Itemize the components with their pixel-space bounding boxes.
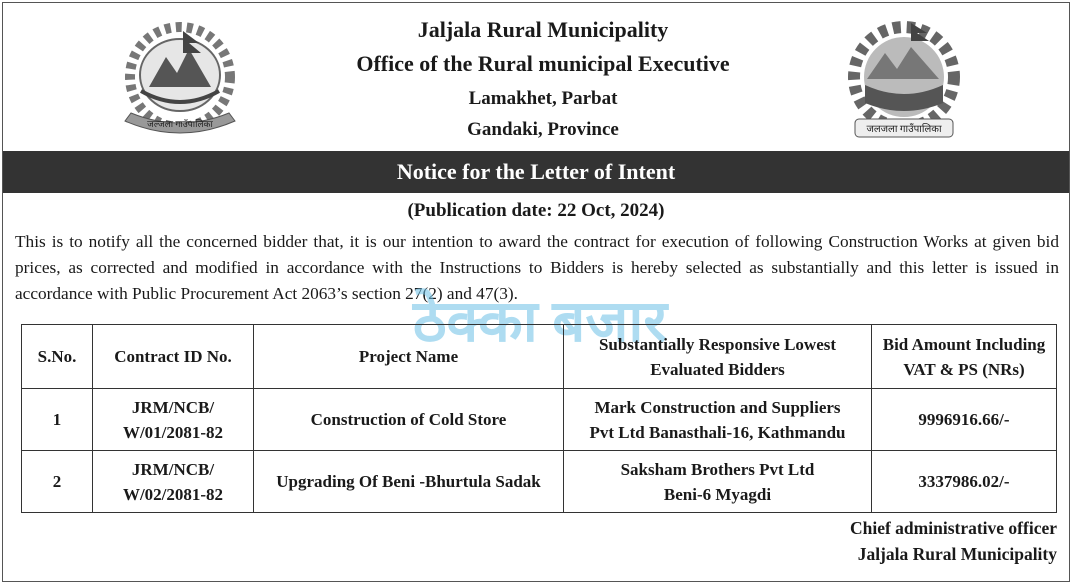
table-row (22, 389, 1057, 451)
left-emblem-text: जल्जला गाउँपालिका (147, 119, 213, 129)
bid-table (21, 324, 1057, 513)
letterhead (3, 3, 1069, 151)
header-bidders: Substantially Responsive Lowest Evaluated Bidders (564, 325, 872, 389)
notice-title-bar: Notice for the Letter of Intent (3, 151, 1069, 193)
office-name: Office of the Rural municipal Executive (356, 51, 730, 76)
signatory-title: Chief administrative officer (849, 518, 1057, 538)
header-project-name: Project Name (254, 325, 564, 389)
signatory-organization: Jaljala Rural Municipality (857, 544, 1057, 564)
nepal-government-emblem-icon (111, 17, 249, 143)
notice-page (2, 2, 1070, 582)
watermark-text: ठेक्का बजार (412, 289, 668, 354)
row-contract-id: JRM/NCB/ W/02/2081-82 (93, 451, 254, 513)
header-contract-id: Contract ID No. (93, 325, 254, 389)
row-bidder: Mark Construction and Suppliers Pvt Ltd Banasthali-16, Kathmandu (564, 389, 872, 451)
row-bidder: Saksham Brothers Pvt Ltd Beni-6 Myagdi (564, 451, 872, 513)
row-sno: 2 (22, 451, 93, 513)
table-row (22, 451, 1057, 513)
row-contract-id: JRM/NCB/ W/01/2081-82 (93, 389, 254, 451)
row-amount: 9996916.66/- (872, 389, 1057, 451)
notice-body: This is to notify all the concerned bidder that, it is our intention to award the contract for execution of following Construction Works at given bid prices, as corrected and modified in accordance with the Instructions to Bidders is hereby selected as substantially and this letter is issued in accordance with Public Procurement Act 2063’s section 27(2) and 47(3). (15, 232, 1059, 303)
row-sno: 1 (22, 389, 93, 451)
row-project-name: Upgrading Of Beni -Bhurtula Sadak (254, 451, 564, 513)
row-amount: 3337986.02/- (872, 451, 1057, 513)
province-line: Gandaki, Province (467, 119, 619, 140)
row-project-name: Construction of Cold Store (254, 389, 564, 451)
municipality-name: Jaljala Rural Municipality (417, 17, 669, 42)
header-bid-amount: Bid Amount Including VAT & PS (NRs) (872, 325, 1057, 389)
publication-date: (Publication date: 22 Oct, 2024) (407, 200, 665, 221)
header-sno: S.No. (22, 325, 93, 389)
table-header-row (22, 325, 1057, 389)
municipality-logo-icon (835, 19, 973, 143)
right-emblem-text: जलजला गाउँपालिका (866, 124, 942, 135)
address-line: Lamakhet, Parbat (468, 88, 618, 109)
